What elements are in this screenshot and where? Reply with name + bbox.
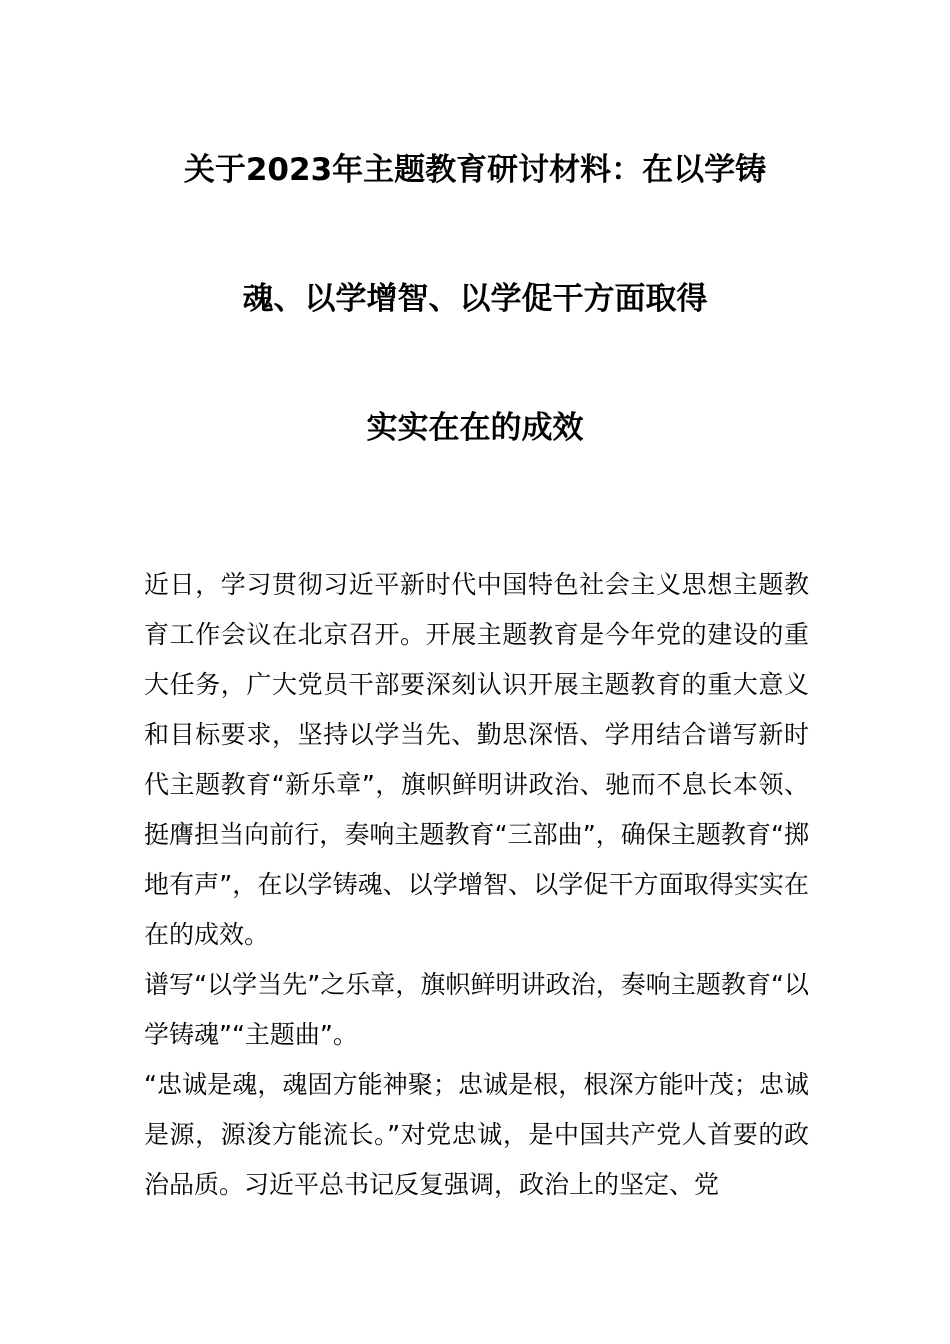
title-line-2: 魂、以学增智、以学促干方面取得 xyxy=(242,281,708,317)
document-title xyxy=(100,150,850,448)
paragraph-loyalty: “忠诚是魂，魂固方能神聚；忠诚是根，根深方能叶茂；忠诚是源，源浚方能流长。”对党忠诚，是中国共产党人首要的政治品质。习近平总书记反复强调，政治上的坚定、党 xyxy=(144,1070,809,1199)
title-line-1: 关于2023年主题教育研讨材料：在以学铸 xyxy=(183,152,767,188)
paragraph-section-heading: 谱写“以学当先”之乐章，旗帜鲜明讲政治，奏响主题教育“以学铸魂”“主题曲”。 xyxy=(144,970,809,1049)
title-line-3: 实实在在的成效 xyxy=(366,410,584,446)
document-body xyxy=(144,560,809,1210)
paragraph-intro: 近日，学习贯彻习近平新时代中国特色社会主义思想主题教育工作会议在北京召开。开展主题教育是今年党的建设的重大任务，广大党员干部要深刻认识开展主题教育的重大意义和目标要求，坚持以学当先、勤思深悟、学用结合谱写新时代主题教育“新乐章”，旗帜鲜明讲政治、驰而不息长本领、挺膺担当向前行，奏响主题教育“三部曲”，确保主题教育“掷地有声”，在以学铸魂、以学增智、以学促干方面取得实实在在的成效。 xyxy=(144,570,809,949)
